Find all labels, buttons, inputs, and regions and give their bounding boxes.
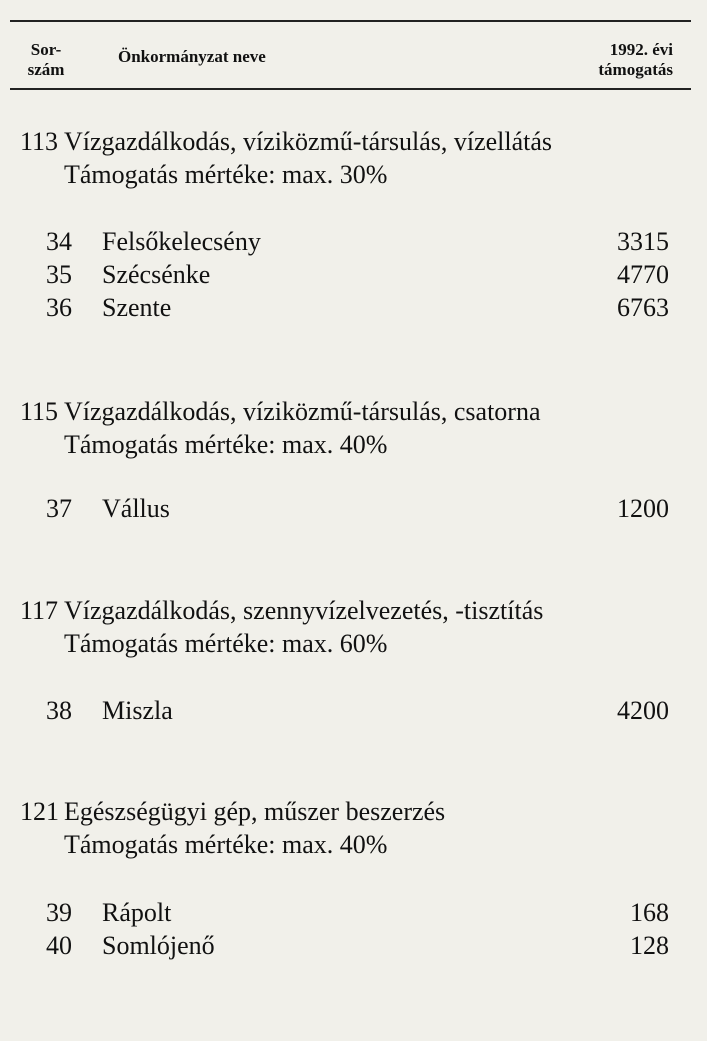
section-title-text: Vízgazdálkodás, szennyvízelvezetés, -tisztítás bbox=[64, 596, 544, 625]
row-amount: 168 bbox=[630, 898, 669, 927]
header-sorszam-line1: Sor- bbox=[30, 40, 62, 59]
section-subtitle: Támogatás mértéke: max. 40% bbox=[64, 430, 388, 459]
row-municipality: Miszla bbox=[102, 696, 173, 725]
row-municipality: Somlójenő bbox=[102, 931, 215, 960]
row-number: 35 bbox=[46, 260, 72, 289]
section-code: 117 bbox=[20, 596, 59, 625]
row-municipality: Felsőkelecsény bbox=[102, 227, 261, 256]
row-municipality: Szécsénke bbox=[102, 260, 211, 289]
row-municipality: Vállus bbox=[102, 494, 170, 523]
section-subtitle: Támogatás mértéke: max. 30% bbox=[64, 160, 388, 189]
header-sorszam bbox=[20, 40, 72, 80]
row-amount: 4200 bbox=[617, 696, 669, 725]
section-code: 113 bbox=[20, 127, 59, 156]
section-subtitle: Támogatás mértéke: max. 40% bbox=[64, 830, 388, 859]
section-title bbox=[20, 126, 552, 158]
section-title-text: Egészségügyi gép, műszer beszerzés bbox=[64, 797, 446, 826]
table-row bbox=[0, 493, 707, 525]
section-title-text: Vízgazdálkodás, víziközmű-társulás, vízellátás bbox=[64, 127, 553, 156]
header-year bbox=[598, 40, 673, 80]
row-amount: 4770 bbox=[617, 260, 669, 289]
header-sorszam-line2: szám bbox=[27, 60, 65, 79]
row-number: 36 bbox=[46, 293, 72, 322]
table-row bbox=[0, 259, 707, 291]
row-municipality: Szente bbox=[102, 293, 172, 322]
header-top-rule bbox=[10, 20, 691, 22]
header-name-label: Önkormányzat neve bbox=[118, 47, 266, 66]
row-number: 40 bbox=[46, 931, 72, 960]
table-row bbox=[0, 292, 707, 324]
row-amount: 3315 bbox=[617, 227, 669, 256]
row-amount: 1200 bbox=[617, 494, 669, 523]
section-subtitle: Támogatás mértéke: max. 60% bbox=[64, 629, 388, 658]
row-number: 39 bbox=[46, 898, 72, 927]
section-code: 121 bbox=[20, 797, 59, 826]
header-bottom-rule bbox=[10, 88, 691, 90]
section-title bbox=[20, 396, 541, 428]
section-code: 115 bbox=[20, 397, 59, 426]
table-row bbox=[0, 897, 707, 929]
section-title bbox=[20, 595, 543, 627]
table-row bbox=[0, 930, 707, 962]
section-title bbox=[20, 796, 445, 828]
header-year-line1: 1992. évi bbox=[609, 40, 673, 59]
row-number: 38 bbox=[46, 696, 72, 725]
header-year-line2: támogatás bbox=[598, 60, 673, 79]
row-amount: 6763 bbox=[617, 293, 669, 322]
row-amount: 128 bbox=[630, 931, 669, 960]
row-number: 37 bbox=[46, 494, 72, 523]
section-title-text: Vízgazdálkodás, víziközmű-társulás, csatorna bbox=[64, 397, 541, 426]
table-row bbox=[0, 226, 707, 258]
row-number: 34 bbox=[46, 227, 72, 256]
row-municipality: Rápolt bbox=[102, 898, 172, 927]
table-row bbox=[0, 695, 707, 727]
